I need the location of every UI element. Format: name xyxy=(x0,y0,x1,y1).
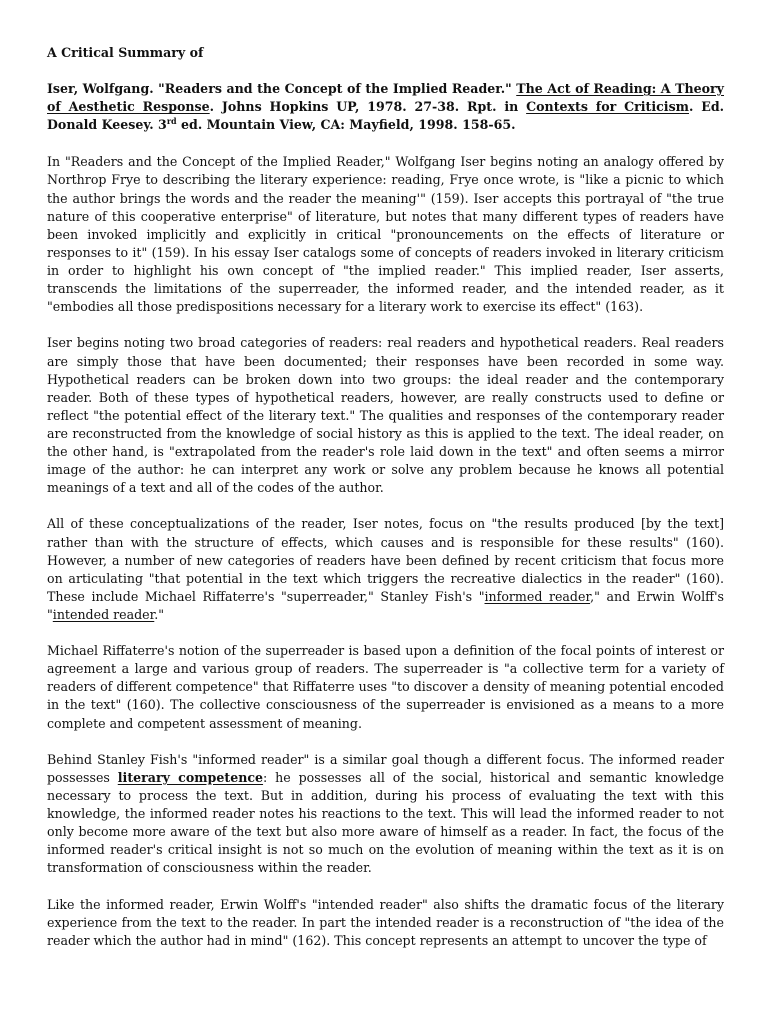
paragraph-5-text-a: Behind Stanley Fish's "informed reader" is a similar goal though a different focus. The informed reader possesses xyxy=(47,751,724,785)
citation-editor: . Ed. Donald Keesey. 3 xyxy=(47,99,725,133)
paragraph-2: Iser begins noting two broad categories of readers: real readers and hypothetical readers. Real readers are simply those that have been documented; their responses have been recorded in some way. Hypothetical readers can be broken down into two groups: the ideal reader and the contemporary reader. Both of these types of hypothetical readers, however, are really constructs used to define or reflect "the potential effect of the literary text." The qualities and responses of the contemporary reader are reconstructed from the knowledge of social history as this is applied to the text. The ideal reader, on the other hand, is "extrapolated from the reader's role laid down in the text" and often seems a mirror image of the author: he can interpret any work or solve any problem because he knows all potential meanings of a text and all of the codes of the author. xyxy=(47,335,724,496)
paragraph-3-text-c: ." xyxy=(154,606,165,622)
citation-publisher: . Johns Hopkins UP, 1978. 27-38. Rpt. in xyxy=(209,99,527,115)
informed-reader-link[interactable]: informed reader xyxy=(484,588,591,604)
literary-competence-link[interactable]: literary competence xyxy=(117,769,264,785)
paragraph-1: In "Readers and the Concept of the Implied Reader," Wolfgang Iser begins noting an analogy offered by Northrop Frye to describing the literary experience: reading, Frye once wrote, is "like a picnic to which the author brings the words and the reader the meaning'" (159). Iser accepts this portrayal of "the true nature of this cooperative enterprise" of literature, but notes that many different types of readers have been invoked implicitly and explicitly in critical "pronouncements on the effects of literature or responses to it" (159). In his essay Iser catalogs some of concepts of readers invoked in literary criticism in order to highlight his own concept of "the implied reader." This implied reader, Iser asserts, transcends the limitations of the superreader, the informed reader, and the intended reader, as it "embodies all those predispositions necessary for a literary work to exercise its effect" (163). xyxy=(47,154,724,315)
paragraph-5-text-b: : he possesses all of the social, historical and semantic knowledge necessary to process the text. But in addition, during his process of evaluating the text with this knowledge, the informed reader notes his reactions to the text. This will lead the informed reader to not only become more aware of the text but also more aware of himself as a reader. In fact, the focus of the informed reader's critical insight is not so much on the evolution of meaning within the text as it is on transformation of consciousness within the reader. xyxy=(47,769,724,876)
citation-edition-superscript: rd xyxy=(166,116,177,127)
paragraph-5 xyxy=(47,751,724,878)
paragraph-3-text-a: All of these conceptualizations of the reader, Iser notes, focus on "the results produced [by the text] rather than with the structure of effects, which causes and is responsible for these results" (160). However, a number of new categories of readers have been defined by recent criticism that focus more on articulating "that potential in the text which triggers the recreative dialectics in the reader" (160). These include Michael Riffaterre's "superreader," Stanley Fish's " xyxy=(47,516,724,604)
citation-author-essay: Iser, Wolfgang. "Readers and the Concept of the Implied Reader." xyxy=(47,81,517,97)
paragraph-4: Michael Riffaterre's notion of the superreader is based upon a definition of the focal points of interest or agreement a large and various group of readers. The superreader is "a collective term for a variety of readers of different competence" that Riffaterre uses "to discover a density of meaning potential encoded in the text" (160). The collective consciousness of the superreader is envisioned as a means to a more complete and competent assessment of meaning. xyxy=(47,643,724,731)
document-page xyxy=(47,44,724,968)
paragraph-3 xyxy=(47,515,724,624)
document-title: A Critical Summary of xyxy=(47,45,204,60)
paragraph-3-text-b: ," and Erwin Wolff's " xyxy=(47,588,724,622)
paragraph-6: Like the informed reader, Erwin Wolff's "intended reader" also shifts the dramatic focus of the literary experience from the text to the reader. In part the intended reader is a reconstruction of "the idea of the reader which the author had in mind" (162). This concept represents an attempt to uncover the type of xyxy=(47,896,724,948)
citation-book-title: The Act of Reading: A Theory of Aesthetic Response xyxy=(47,81,724,115)
citation xyxy=(47,80,724,134)
citation-anthology-title: Contexts for Criticism xyxy=(526,99,689,115)
intended-reader-link[interactable]: intended reader xyxy=(52,606,155,622)
citation-edition-info: ed. Mountain View, CA: Mayfield, 1998. 158-65. xyxy=(176,117,516,133)
